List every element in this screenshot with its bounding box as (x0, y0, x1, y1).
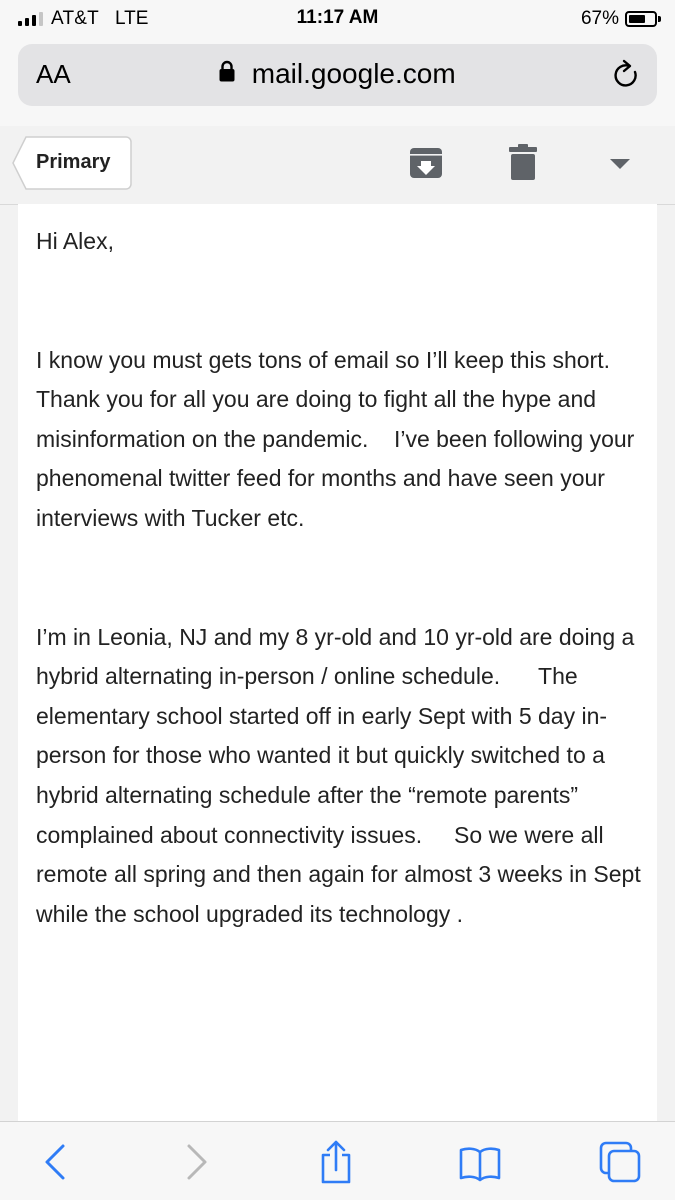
forward-arrow-icon[interactable] (174, 1140, 218, 1184)
status-right (581, 7, 661, 31)
url-text: mail.google.com (251, 58, 456, 89)
url-display[interactable] (18, 58, 657, 90)
battery-level-fill (629, 15, 645, 23)
email-greeting: Hi Alex, (36, 228, 114, 254)
gmail-toolbar (0, 126, 675, 205)
chevron-down-icon[interactable] (609, 157, 631, 169)
archive-icon[interactable] (409, 146, 443, 180)
email-body (18, 204, 657, 1121)
back-arrow-icon[interactable] (34, 1140, 78, 1184)
email-text (36, 222, 646, 934)
text-size-label: AA (36, 59, 71, 89)
battery-nub (658, 16, 661, 22)
lock-icon (219, 60, 235, 82)
status-time: 11:17 AM (296, 7, 379, 28)
trash-icon[interactable] (508, 143, 538, 181)
back-to-primary-button[interactable] (12, 136, 131, 189)
address-bar[interactable] (18, 44, 657, 106)
browser-bottom-toolbar (0, 1121, 675, 1200)
battery-icon (625, 11, 657, 27)
email-paragraph: I’m in Leonia, NJ and my 8 yr-old and 10 yr-old are doing a hybrid alternating in-person / online schedule. The elementary school started off in early Sept with 5 day in-person for those who wanted it but quickly switched to a hybrid alternating schedule after the “remote parents” complained about connectivity issues. So we were all remote all spring and then again for almost 3 weeks in Sept while the school upgraded its technology . (36, 623, 648, 927)
tabs-icon[interactable] (598, 1140, 642, 1184)
primary-label: Primary (36, 151, 111, 173)
status-bar (0, 0, 675, 38)
browser-address-area (0, 38, 675, 126)
carrier-name: AT&T (51, 8, 99, 29)
share-icon[interactable] (314, 1140, 358, 1184)
reload-icon[interactable] (609, 58, 643, 92)
battery-percent: 67% (580, 8, 619, 29)
email-paragraph: I know you must gets tons of email so I’ll keep this short. Thank you for all you are doing to fight all the hype and misinformation on the pandemic. I’ve been following your phenomenal twitter feed for months and have seen your interviews with Tucker etc. (36, 346, 642, 531)
book-icon[interactable] (458, 1140, 502, 1184)
network-type: LTE (114, 8, 149, 29)
